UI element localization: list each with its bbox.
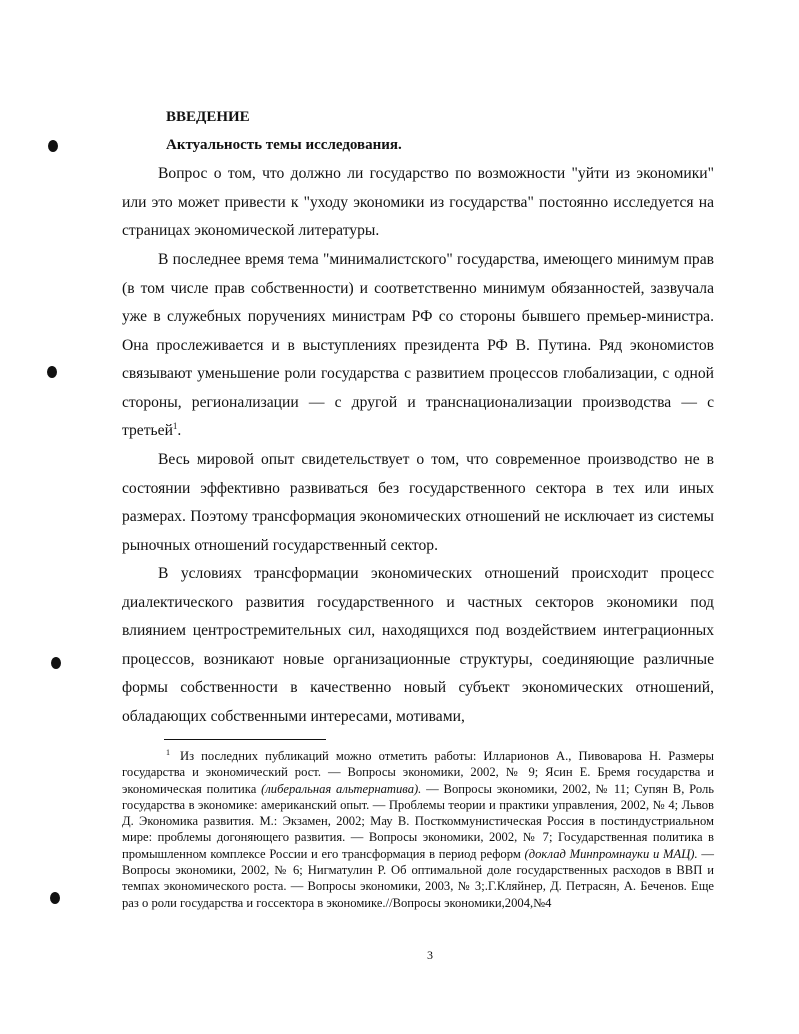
- paragraph: В последнее время тема "минималистского" государства, имеющего минимум прав (в том числе прав собственности) и соответственно минимум обязанностей, зазвучала уже в служебных поручениях министрам РФ со стороны бывшего премьер-министра. Она прослеживается и в выступлениях президента РФ В. Путина. Ряд экономистов связывают уменьшение роли государства с развитием процессов глобализации, с одной стороны, регионализации — с другой и транснационализации производства — с третьей$^1$.: [122, 251, 714, 439]
- footnote-marker: 1: [166, 747, 170, 757]
- binder-hole-mark: [50, 892, 60, 904]
- footnote-reference: 1: [172, 420, 178, 431]
- binder-hole-mark: [48, 140, 58, 152]
- footnote-text: — Вопросы экономики, 2002, № 6; Нигматулин Р. Об оптимальной доле государственных расходов в ВВП и темпах экономического роста. — Вопросы экономики, 2003, № 3;.Г.Кляйнер, Д. Петрасян, А. Беченов. Еще раз о роли государства и госсектора в экономике.//Вопросы экономики,2004,№4: [122, 846, 714, 910]
- page-number: 3: [427, 948, 433, 962]
- paragraph-text: В последнее время тема "минималистского" государства, имеющего минимум прав (в том числе прав собственности) и соответственно минимум обязанностей, зазвучала уже в служебных поручениях министрам РФ со стороны бывшего премьер-министра. Она прослеживается и в выступлениях президента РФ В. Путина. Ряд экономистов связывают уменьшение роли государства с развитием процессов глобализации, с одной стороны, регионализации — с другой и транснационализации производства — с третьей: [122, 251, 714, 439]
- footnote-text: Из последних публикаций можно отметить работы: Илларионов А., Пивоварова Н. Размеры государства и экономический рост. — Вопросы экономики, 2002, № 9; Ясин Е. Бремя государства и экономическая политика: [122, 749, 714, 796]
- section-heading: Актуальность темы исследования.: [166, 137, 402, 153]
- binder-hole-mark: [47, 366, 57, 378]
- binder-hole-mark: [51, 657, 61, 669]
- footnote: [122, 748, 714, 911]
- paragraph: Вопрос о том, что должно ли государство по возможности "уйти из экономики" или это может привести к "уходу экономики из государства" постоянно исследуется на страницах экономической литературы.: [122, 165, 714, 239]
- page-title: ВВЕДЕНИЕ: [166, 109, 250, 125]
- footnote-italic-text: (доклад Минпромнауки и МАЦ).: [524, 846, 698, 861]
- footnote-text: — Вопросы экономики, 2002, № 11; Супян В, Роль государства в экономике: американский опыт. — Проблемы теории и практики управления, 2002, № 4; Львов Д. Экономика развития. М.: Экзамен, 2002; Мау В. Посткоммунистическая Россия в постиндустриальном мире: проблемы догоняющего развития. — Вопросы экономики, 2002, № 7; Государственная политика в промышленном комплексе России и его трансформация в период реформ: [122, 781, 715, 861]
- paragraph: Весь мировой опыт свидетельствует о том, что современное производство не в состоянии эффективно развиваться без государственного сектора в тех или иных размерах. Поэтому трансформация экономических отношений не исключает из системы рыночных отношений государственный сектор.: [122, 451, 714, 554]
- footnote-italic-text: (либеральная альтернатива).: [261, 781, 422, 796]
- paragraph: В условиях трансформации экономических отношений происходит процесс диалектического развития государственного и частных секторов экономики под влиянием центростремительных сил, находящихся под воздействием интеграционных процессов, возникают новые организационные структуры, соединяющие различные формы собственности в качественно новый субъект экономических отношений, обладающих собственными интересами, мотивами,: [122, 565, 714, 725]
- footnote-divider: [164, 739, 326, 740]
